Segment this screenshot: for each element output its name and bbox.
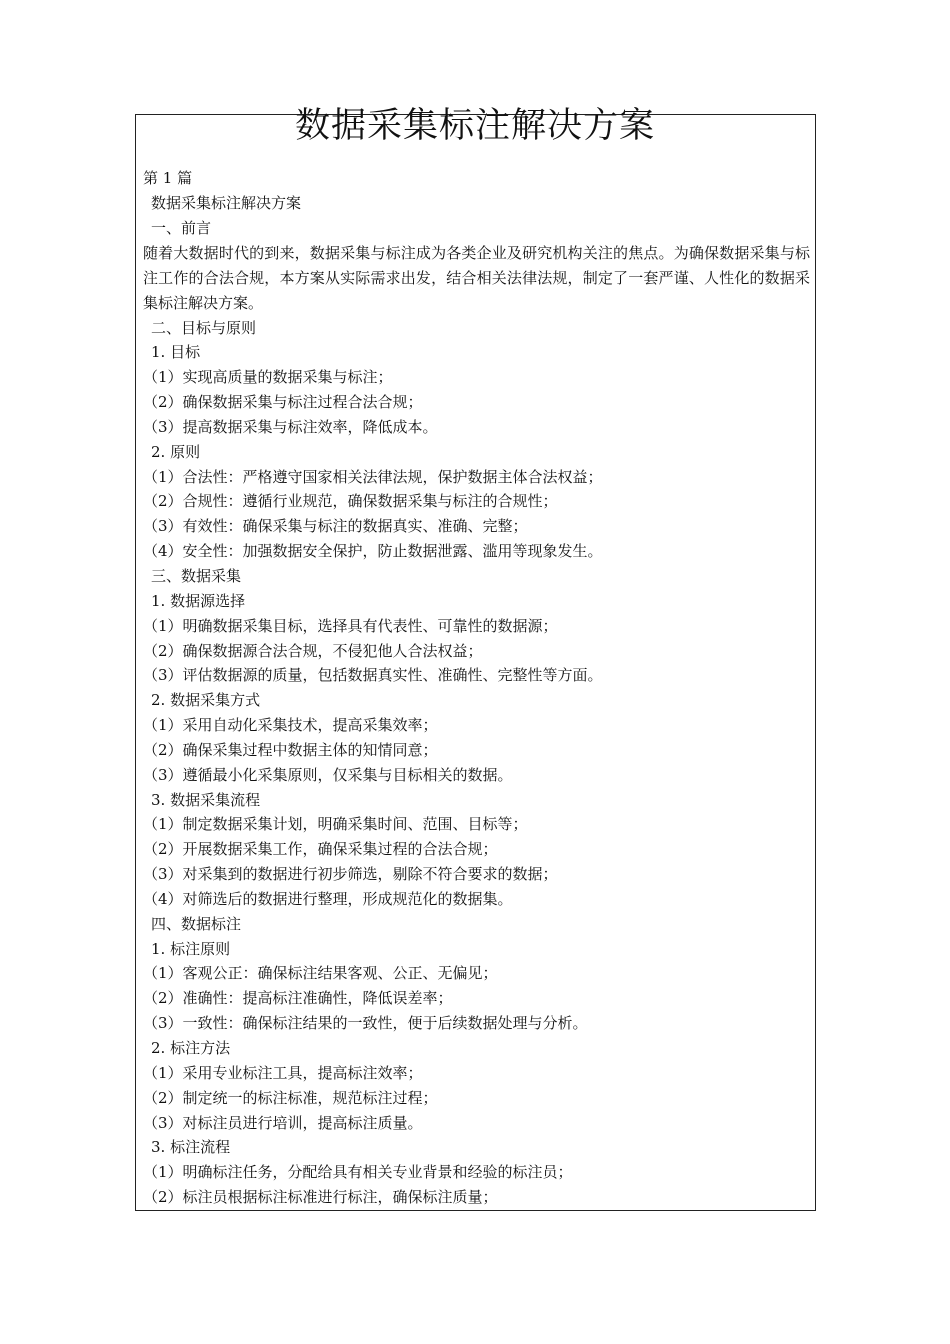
section-heading: 三、数据采集 <box>151 566 242 585</box>
subsection-heading: 1. 标注原则 <box>151 939 231 958</box>
subsection-heading: 2. 数据采集方式 <box>151 691 261 710</box>
subsection-heading: 3. 数据采集流程 <box>151 790 261 809</box>
paragraph: 随着大数据时代的到来，数据采集与标注成为各类企业及研究机构关注的焦点。为确保数据采集与标注工作的合法合规，本方案从实际需求出发，结合相关法律法规，制定了一套严谨、人性化的数据采集标注解决方案。 <box>143 243 810 312</box>
list-item: （3）评估数据源的质量，包括数据真实性、准确性、完整性等方面。 <box>143 666 603 685</box>
document-body <box>143 166 810 1210</box>
list-item: （1）采用专业标注工具，提高标注效率； <box>143 1063 423 1082</box>
list-item: （1）明确标注任务，分配给具有相关专业背景和经验的标注员； <box>143 1163 573 1182</box>
list-item: （1）实现高质量的数据采集与标注； <box>143 368 393 387</box>
list-item: （2）准确性：提高标注准确性，降低误差率； <box>143 989 453 1008</box>
list-item: （3）提高数据采集与标注效率，降低成本。 <box>143 417 438 436</box>
list-item: （1）采用自动化采集技术，提高采集效率； <box>143 716 438 735</box>
list-item: （2）合规性：遵循行业规范，确保数据采集与标注的合规性； <box>143 492 558 511</box>
subsection-heading: 1. 目标 <box>151 343 201 362</box>
list-item: （2）制定统一的标注标准，规范标注过程； <box>143 1088 438 1107</box>
list-item: （4）安全性：加强数据安全保护，防止数据泄露、滥用等现象发生。 <box>143 542 603 561</box>
list-item: （3）对采集到的数据进行初步筛选，剔除不符合要求的数据； <box>143 865 558 884</box>
list-item: （2）开展数据采集工作，确保采集过程的合法合规； <box>143 840 498 859</box>
list-item: （1）明确数据采集目标，选择具有代表性、可靠性的数据源； <box>143 616 558 635</box>
list-item: （2）标注员根据标注标准进行标注，确保标注质量； <box>143 1188 498 1207</box>
section-heading: 四、数据标注 <box>151 914 242 933</box>
chapter-label: 第 1 篇 <box>143 169 193 187</box>
list-item: （3）有效性：确保采集与标注的数据真实、准确、完整； <box>143 517 528 536</box>
list-item: （3）遵循最小化采集原则，仅采集与目标相关的数据。 <box>143 765 513 784</box>
list-item: （2）确保数据采集与标注过程合法合规； <box>143 393 423 412</box>
list-item: （1）制定数据采集计划，明确采集时间、范围、目标等； <box>143 815 528 834</box>
section-heading: 一、前言 <box>151 218 212 237</box>
list-item: （2）确保采集过程中数据主体的知情同意； <box>143 740 438 759</box>
subsection-heading: 1. 数据源选择 <box>151 591 246 610</box>
section-heading: 二、目标与原则 <box>151 318 257 337</box>
list-item: （1）合法性：严格遵守国家相关法律法规，保护数据主体合法权益； <box>143 467 603 486</box>
subsection-heading: 2. 标注方法 <box>151 1039 231 1057</box>
list-item: （3）一致性：确保标注结果的一致性，便于后续数据处理与分析。 <box>143 1014 588 1033</box>
list-item: （4）对筛选后的数据进行整理，形成规范化的数据集。 <box>143 889 513 908</box>
list-item: （3）对标注员进行培训，提高标注质量。 <box>143 1113 423 1132</box>
subsection-heading: 3. 标注流程 <box>151 1138 231 1157</box>
subsection-heading: 2. 原则 <box>151 442 201 461</box>
document-title: 数据采集标注解决方案 <box>294 106 655 146</box>
list-item: （2）确保数据源合法合规，不侵犯他人合法权益； <box>143 641 483 660</box>
document-subtitle: 数据采集标注解决方案 <box>151 193 302 212</box>
list-item: （1）客观公正：确保标注结果客观、公正、无偏见； <box>143 964 498 983</box>
